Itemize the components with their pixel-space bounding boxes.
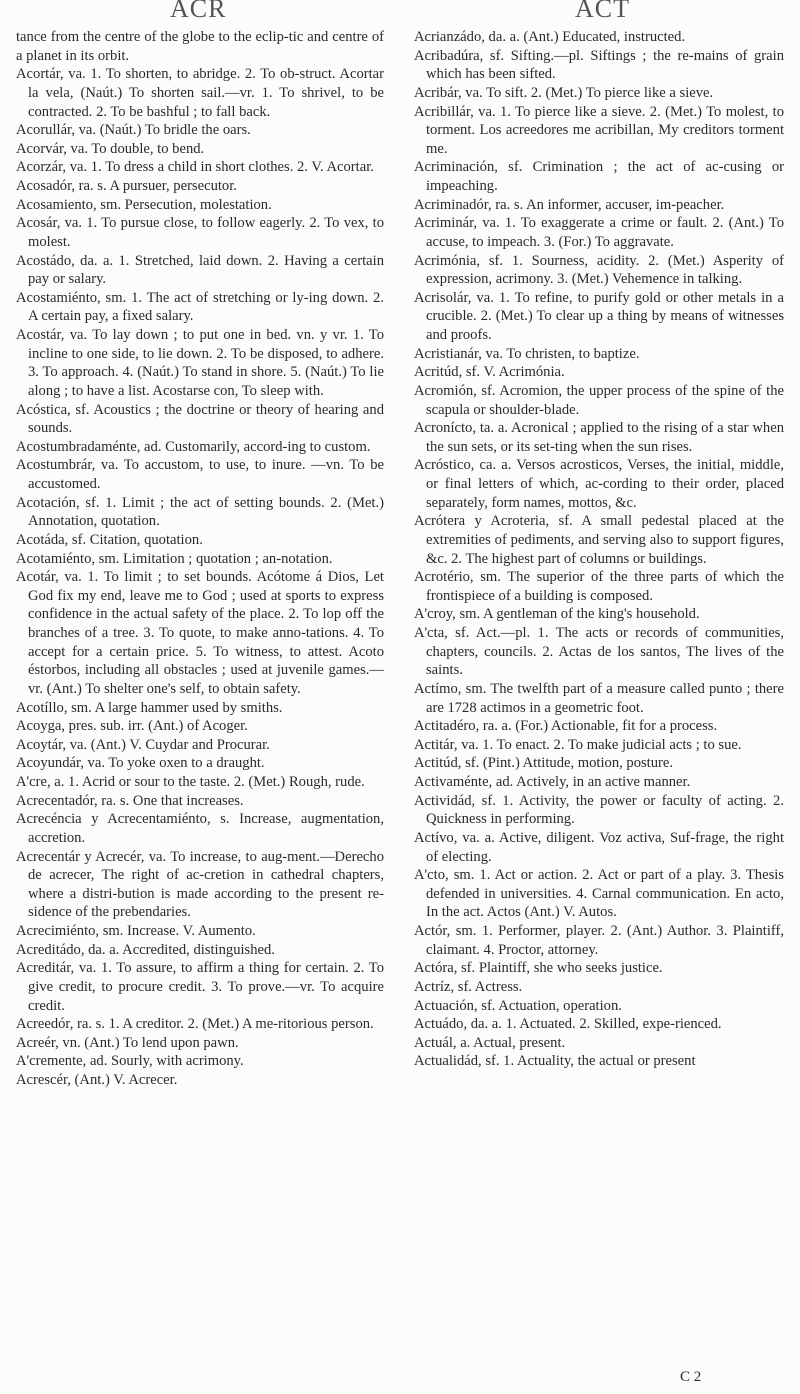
dictionary-entry: Actitár, va. 1. To enact. 2. To make judicial acts ; to sue. (414, 736, 742, 753)
dictionary-entry: Acosamiento, sm. Persecution, molestation. (16, 196, 272, 213)
dictionary-entry: Acortár, va. 1. To shorten, to abridge. 2. To ob-struct. Acortar la vela, (Naút.) To shorten sail.—vr. 1. To shrivel, to be contracted. 2. To be bashful ; to fall back. (16, 66, 384, 120)
dictionary-entry: Actór, sm. 1. Performer, player. 2. (Ant.) Author. 3. Plaintiff, claimant. 4. Proctor, attorney. (414, 923, 784, 958)
dictionary-entry: Acróstico, ca. a. Versos acrosticos, Verses, the initial, middle, or final letters of which, ac-cording to their order, placed separately, form names, mottos, &c. (414, 457, 784, 511)
dictionary-entry: A'croy, sm. A gentleman of the king's household. (414, 606, 700, 623)
header-right: ACT (575, 0, 630, 23)
dictionary-entry: Acotár, va. 1. To limit ; to set bounds. Acótome á Dios, Let God fix my end, leave me to God ; used at sports to express confidence in the actual safety of the place. 2. To lop off the branches of a tree. 3. To quote, to make anno-tations. 4. To accept for a certain price. 5. To witness, to attest. Acoto éstorbos, including all obstacles ; used at juvenile games.—vr. (Ant.) To shelter one's self, to obtain safety. (16, 569, 384, 697)
dictionary-entry: Acrecentadór, ra. s. One that increases. (16, 792, 244, 809)
dictionary-entry: Acriminár, va. 1. To exaggerate a crime or fault. 2. (Ant.) To accuse, to impeach. 3. (For.) To aggravate. (414, 215, 784, 250)
dictionary-entry: Acrecéncia y Acrecentamiénto, s. Increase, augmentation, accretion. (16, 811, 384, 846)
dictionary-entry: Acostádo, da. a. 1. Stretched, laid down. 2. Having a certain pay or salary. (16, 252, 384, 288)
dictionary-entry: Actóra, sf. Plaintiff, she who seeks justice. (414, 960, 663, 977)
dictionary-entry: Acrisolár, va. 1. To refine, to purify gold or other metals in a crucible. 2. (Met.) To clear up a thing by means of witnesses and proofs. (414, 289, 784, 343)
dictionary-entry: Acribillár, va. 1. To pierce like a sieve. 2. (Met.) To molest, to torment. Los acreedores me acribillan, My creditors torment me. (414, 103, 784, 157)
dictionary-entry: Acrescér, (Ant.) V. Acrecer. (16, 1072, 178, 1088)
dictionary-entry: Acribadúra, sf. Sifting.—pl. Siftings ; the re-mains of grain which has been sifted. (414, 47, 784, 83)
dictionary-entry: Acoyga, pres. sub. irr. (Ant.) of Acoger. (16, 718, 248, 735)
dictionary-entry: Activaménte, ad. Actively, in an active manner. (414, 774, 691, 790)
dictionary-entry: Actívo, va. a. Active, diligent. Voz activa, Suf-frage, the right of electing. (414, 829, 784, 865)
dictionary-entry: Acrimónia, sf. 1. Sourness, acidity. 2. (Met.) Asperity of expression, acrimony. 3. (Met.) Vehemence in talking. (414, 252, 784, 288)
dictionary-entry: A'cto, sm. 1. Act or action. 2. Act or part of a play. 3. Thesis defended in universities. 4. Carnal communication. En acto, In the act. Actos (Ant.) V. Autos. (414, 867, 784, 921)
dictionary-entry: Actitadéro, ra. a. (For.) Actionable, fit for a process. (414, 718, 718, 735)
dictionary-entry: Acrecentár y Acrecér, va. To increase, to aug-ment.—Derecho de acrecer, The right of ac-cretion in cathedral chapters, where a distri-bution is made according to the present re-sidence of the prebendaries. (16, 848, 384, 921)
dictionary-entry: Acrianzádo, da. a. (Ant.) Educated, instructed. (414, 29, 686, 45)
dictionary-entry: Acreditádo, da. a. Accredited, distinguished. (16, 941, 275, 958)
dictionary-entry: Acribár, va. To sift. 2. (Met.) To pierce like a sieve. (414, 84, 714, 101)
dictionary-entry: Acoyundár, va. To yoke oxen to a draught. (16, 755, 265, 772)
dictionary-entry: A'cta, sf. Act.—pl. 1. The acts or records of communities, chapters, councils. 2. Actas de los santos, The lives of the saints. (414, 625, 784, 679)
dictionary-entry: Acostumbrár, va. To accustom, to use, to inure. —vn. To be accustomed. (16, 457, 384, 492)
dictionary-entry: Acreér, vn. (Ant.) To lend upon pawn. (16, 1034, 239, 1051)
dictionary-entry: Acotáda, sf. Citation, quotation. (16, 531, 203, 548)
dictionary-entry: Acritúd, sf. V. Acrimónia. (414, 364, 565, 381)
dictionary-entry: Acotamiénto, sm. Limitation ; quotation ; an-notation. (16, 550, 333, 567)
left-column (16, 28, 384, 1090)
dictionary-entry: Acrótera y Acroteria, sf. A small pedestal placed at the extremities of pediments, and serving also to support figures, &c. 2. The highest part of columns or buildings. (414, 513, 784, 567)
dictionary-entry: Acorzár, va. 1. To dress a child in short clothes. 2. V. Acortar. (16, 159, 374, 176)
dictionary-entry: Acostumbradaménte, ad. Customarily, accord-ing to custom. (16, 438, 371, 455)
dictionary-entry: Acosár, va. 1. To pursue close, to follow eagerly. 2. To vex, to molest. (16, 215, 384, 250)
dictionary-entry: Acromión, sf. Acromion, the upper process of the spine of the scapula or shoulder-blade. (414, 382, 784, 418)
dictionary-entry: Actitúd, sf. (Pint.) Attitude, motion, posture. (414, 755, 674, 772)
dictionary-entry: Acriminación, sf. Crimination ; the act of ac-cusing or impeaching. (414, 159, 784, 194)
right-column (414, 28, 784, 1071)
dictionary-entry: Acristianár, va. To christen, to baptize. (414, 345, 640, 362)
dictionary-entry: Acriminadór, ra. s. An informer, accuser, im-peacher. (414, 196, 725, 213)
dictionary-entry: Actualidád, sf. 1. Actuality, the actual or present (414, 1053, 696, 1070)
dictionary-entry: Actríz, sf. Actress. (414, 978, 523, 995)
dictionary-entry: Acostamiénto, sm. 1. The act of stretching or ly-ing down. 2. A certain pay, a fixed salary. (16, 289, 384, 325)
dictionary-entry: A'cremente, ad. Sourly, with acrimony. (16, 1053, 244, 1070)
dictionary-entry: Acronícto, ta. a. Acronical ; applied to the rising of a star when the sun sets, or its set-ting when the sun rises. (414, 420, 784, 455)
dictionary-entry: Acrecimiénto, sm. Increase. V. Aumento. (16, 923, 256, 939)
dictionary-entry: tance from the centre of the globe to the eclip-tic and centre of a planet in its orbit. (16, 29, 384, 64)
dictionary-entry: Actuádo, da. a. 1. Actuated. 2. Skilled, expe-rienced. (414, 1016, 722, 1033)
dictionary-entry: Acorullár, va. (Naút.) To bridle the oars. (16, 122, 251, 139)
dictionary-entry: Acreedór, ra. s. 1. A creditor. 2. (Met.) A me-ritorious person. (16, 1016, 374, 1033)
dictionary-entry: Acreditár, va. 1. To assure, to affirm a thing for certain. 2. To give credit, to procure credit. 3. To prove.—vr. To acquire credit. (16, 960, 384, 1014)
dictionary-entry: Actímo, sm. The twelfth part of a measure called punto ; there are 1728 actimos in a geometric foot. (414, 680, 784, 716)
dictionary-entry: Actuál, a. Actual, present. (414, 1034, 566, 1051)
dictionary-entry: Actividád, sf. 1. Activity, the power or faculty of acting. 2. Quickness in performing. (414, 792, 784, 828)
dictionary-entry: A'cre, a. 1. Acrid or sour to the taste. 2. (Met.) Rough, rude. (16, 774, 365, 790)
dictionary-entry: Acostár, va. To lay down ; to put one in bed. vn. y vr. 1. To incline to one side, to lie down. 2. To be disposed, to adhere. 3. To approach. 4. (Naút.) To stand in shore. 5. (Naút.) To lie along ; to have a list. Acostarse con, To sleep with. (16, 327, 384, 399)
dictionary-entry: Actuación, sf. Actuation, operation. (414, 997, 622, 1014)
dictionary-entry: Acosadór, ra. s. A pursuer, persecutor. (16, 178, 237, 194)
dictionary-entry: Acorvár, va. To double, to bend. (16, 140, 205, 157)
dictionary-entry: Acoytár, va. (Ant.) V. Cuydar and Procurar. (16, 736, 270, 753)
dictionary-entry: Acóstica, sf. Acoustics ; the doctrine or theory of hearing and sounds. (16, 401, 384, 437)
dictionary-entry: Acotación, sf. 1. Limit ; the act of setting bounds. 2. (Met.) Annotation, quotation. (16, 494, 384, 530)
dictionary-entry: Acrotério, sm. The superior of the three parts of which the frontispiece of a building is composed. (414, 569, 784, 604)
dictionary-entry: Acotíllo, sm. A large hammer used by smiths. (16, 699, 283, 716)
signature-mark: C 2 (680, 1369, 702, 1385)
header-left: ACR (170, 0, 227, 23)
